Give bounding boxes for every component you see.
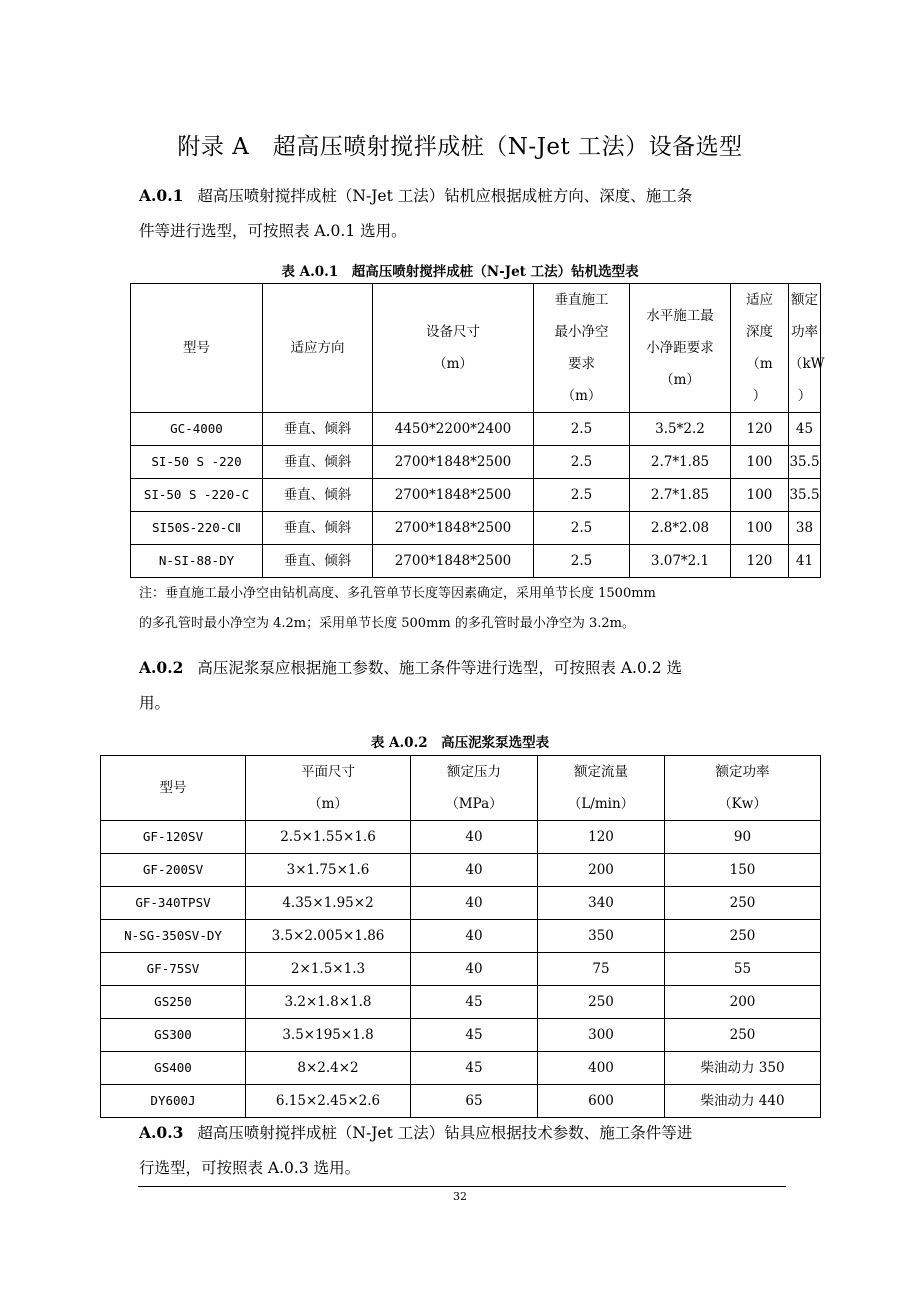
cell-depth: 100 <box>731 446 789 479</box>
section-text-line: 用。 <box>139 694 171 712</box>
cell-model: GF-340TPSV <box>101 887 246 920</box>
cell-flow: 250 <box>538 986 665 1019</box>
cell-size: 2.5×1.55×1.6 <box>246 821 411 854</box>
cell-size: 2700*1848*2500 <box>373 446 534 479</box>
cell-power: 45 <box>789 413 821 446</box>
cell-horizontal-clearance: 3.07*2.1 <box>630 545 731 578</box>
header-horizontal-clearance: 水平施工最 小净距要求 （m） <box>630 284 731 413</box>
cell-flow: 300 <box>538 1019 665 1052</box>
table1-caption: 表 A.0.1 超高压喷射搅拌成桩（N-Jet 工法）钻机选型表 <box>281 264 639 280</box>
cell-depth: 120 <box>731 413 789 446</box>
cell-size: 3.5×195×1.8 <box>246 1019 411 1052</box>
section-text-line: 高压泥浆泵应根据施工参数、施工条件等进行选型，可按照表 A.0.2 选 <box>197 659 683 677</box>
cell-model: SI50S-220-CⅡ <box>131 512 263 545</box>
cell-horizontal-clearance: 3.5*2.2 <box>630 413 731 446</box>
cell-depth: 100 <box>731 479 789 512</box>
cell-model: SI-50 S -220-C <box>131 479 263 512</box>
section-text-line: 件等进行选型，可按照表 A.0.1 选用。 <box>139 222 407 240</box>
cell-direction: 垂直、倾斜 <box>263 512 373 545</box>
table-row <box>131 512 821 545</box>
cell-horizontal-clearance: 2.7*1.85 <box>630 446 731 479</box>
cell-model: DY600J <box>101 1085 246 1118</box>
cell-model: N-SI-88-DY <box>131 545 263 578</box>
header-size: 设备尺寸 （m） <box>373 284 534 413</box>
table-row <box>101 887 821 920</box>
cell-direction: 垂直、倾斜 <box>263 545 373 578</box>
table-row <box>131 545 821 578</box>
note-line: 注：垂直施工最小净空由钻机高度、多孔管单节长度等因素确定，采用单节长度 1500mm <box>139 586 656 601</box>
cell-power: 41 <box>789 545 821 578</box>
section-number: A.0.3 <box>139 1123 184 1142</box>
cell-model: GS250 <box>101 986 246 1019</box>
cell-pressure: 40 <box>411 953 538 986</box>
header-power: 额定功率 （Kw） <box>665 756 821 821</box>
cell-power: 250 <box>665 887 821 920</box>
section-a02 <box>139 650 789 721</box>
cell-model: SI-50 S -220 <box>131 446 263 479</box>
cell-vertical-clearance: 2.5 <box>534 446 630 479</box>
cell-power: 150 <box>665 854 821 887</box>
cell-pressure: 65 <box>411 1085 538 1118</box>
cell-pressure: 40 <box>411 887 538 920</box>
cell-direction: 垂直、倾斜 <box>263 413 373 446</box>
cell-depth: 120 <box>731 545 789 578</box>
cell-flow: 340 <box>538 887 665 920</box>
cell-horizontal-clearance: 2.7*1.85 <box>630 479 731 512</box>
cell-size: 3×1.75×1.6 <box>246 854 411 887</box>
section-text-line: 超高压喷射搅拌成桩（N-Jet 工法）钻机应根据成桩方向、深度、施工条 <box>197 187 693 205</box>
table-row <box>131 479 821 512</box>
table-row <box>101 986 821 1019</box>
cell-horizontal-clearance: 2.8*2.08 <box>630 512 731 545</box>
cell-depth: 100 <box>731 512 789 545</box>
header-power: 额定 功率 （kW ） <box>789 284 821 413</box>
table-row <box>131 413 821 446</box>
cell-model: GF-200SV <box>101 854 246 887</box>
header-direction: 适应方向 <box>263 284 373 413</box>
cell-pressure: 40 <box>411 920 538 953</box>
table2-caption: 表 A.0.2 高压泥浆泵选型表 <box>370 735 550 751</box>
cell-flow: 200 <box>538 854 665 887</box>
cell-size: 2700*1848*2500 <box>373 479 534 512</box>
cell-size: 3.5×2.005×1.86 <box>246 920 411 953</box>
table-row <box>101 1085 821 1118</box>
cell-vertical-clearance: 2.5 <box>534 512 630 545</box>
cell-vertical-clearance: 2.5 <box>534 413 630 446</box>
section-number: A.0.1 <box>139 186 184 205</box>
cell-size: 2×1.5×1.3 <box>246 953 411 986</box>
cell-size: 3.2×1.8×1.8 <box>246 986 411 1019</box>
cell-flow: 120 <box>538 821 665 854</box>
cell-power: 柴油动力 440 <box>665 1085 821 1118</box>
cell-model: GS400 <box>101 1052 246 1085</box>
cell-model: N-SG-350SV-DY <box>101 920 246 953</box>
cell-power: 35.5 <box>789 446 821 479</box>
cell-power: 90 <box>665 821 821 854</box>
cell-power: 250 <box>665 1019 821 1052</box>
table-header-row <box>101 756 821 821</box>
table-row <box>101 920 821 953</box>
cell-model: GC-4000 <box>131 413 263 446</box>
cell-model: GF-120SV <box>101 821 246 854</box>
header-model: 型号 <box>131 284 263 413</box>
cell-flow: 600 <box>538 1085 665 1118</box>
header-flow: 额定流量 （L/min） <box>538 756 665 821</box>
table1-note <box>139 579 799 639</box>
section-text-line: 超高压喷射搅拌成桩（N-Jet 工法）钻具应根据技术参数、施工条件等进 <box>197 1124 693 1142</box>
header-vertical-clearance: 垂直施工 最小净空 要求 （m） <box>534 284 630 413</box>
section-text-line: 行选型，可按照表 A.0.3 选用。 <box>139 1159 361 1177</box>
cell-power: 柴油动力 350 <box>665 1052 821 1085</box>
cell-direction: 垂直、倾斜 <box>263 446 373 479</box>
cell-power: 200 <box>665 986 821 1019</box>
table-row <box>131 446 821 479</box>
header-depth: 适应 深度 （m ） <box>731 284 789 413</box>
section-a01 <box>139 178 789 249</box>
table-row <box>101 1052 821 1085</box>
footer-divider <box>138 1186 786 1187</box>
section-number: A.0.2 <box>139 658 184 677</box>
table-row <box>101 953 821 986</box>
table-row <box>101 821 821 854</box>
cell-power: 35.5 <box>789 479 821 512</box>
section-a03 <box>139 1115 789 1186</box>
cell-pressure: 40 <box>411 821 538 854</box>
cell-model: GS300 <box>101 1019 246 1052</box>
table-row <box>101 854 821 887</box>
table-header-row <box>131 284 821 413</box>
cell-model: GF-75SV <box>101 953 246 986</box>
cell-pressure: 45 <box>411 1019 538 1052</box>
drill-selection-table <box>130 283 825 578</box>
table-row <box>101 1019 821 1052</box>
cell-flow: 350 <box>538 920 665 953</box>
cell-size: 4450*2200*2400 <box>373 413 534 446</box>
header-model: 型号 <box>101 756 246 821</box>
cell-size: 6.15×2.45×2.6 <box>246 1085 411 1118</box>
cell-flow: 400 <box>538 1052 665 1085</box>
note-line: 的多孔管时最小净空为 4.2m；采用单节长度 500mm 的多孔管时最小净空为 3.2m。 <box>139 616 635 631</box>
cell-size: 2700*1848*2500 <box>373 545 534 578</box>
cell-size: 2700*1848*2500 <box>373 512 534 545</box>
header-size: 平面尺寸 （m） <box>246 756 411 821</box>
cell-power: 38 <box>789 512 821 545</box>
cell-direction: 垂直、倾斜 <box>263 479 373 512</box>
page-number: 32 <box>453 1190 467 1203</box>
cell-power: 250 <box>665 920 821 953</box>
header-pressure: 额定压力 （MPa） <box>411 756 538 821</box>
page-title: 附录 A 超高压喷射搅拌成桩（N-Jet 工法）设备选型 <box>177 134 743 160</box>
cell-pressure: 40 <box>411 854 538 887</box>
cell-flow: 75 <box>538 953 665 986</box>
cell-pressure: 45 <box>411 1052 538 1085</box>
cell-power: 55 <box>665 953 821 986</box>
cell-pressure: 45 <box>411 986 538 1019</box>
pump-selection-table <box>100 755 821 1118</box>
cell-vertical-clearance: 2.5 <box>534 479 630 512</box>
cell-size: 4.35×1.95×2 <box>246 887 411 920</box>
cell-vertical-clearance: 2.5 <box>534 545 630 578</box>
cell-size: 8×2.4×2 <box>246 1052 411 1085</box>
